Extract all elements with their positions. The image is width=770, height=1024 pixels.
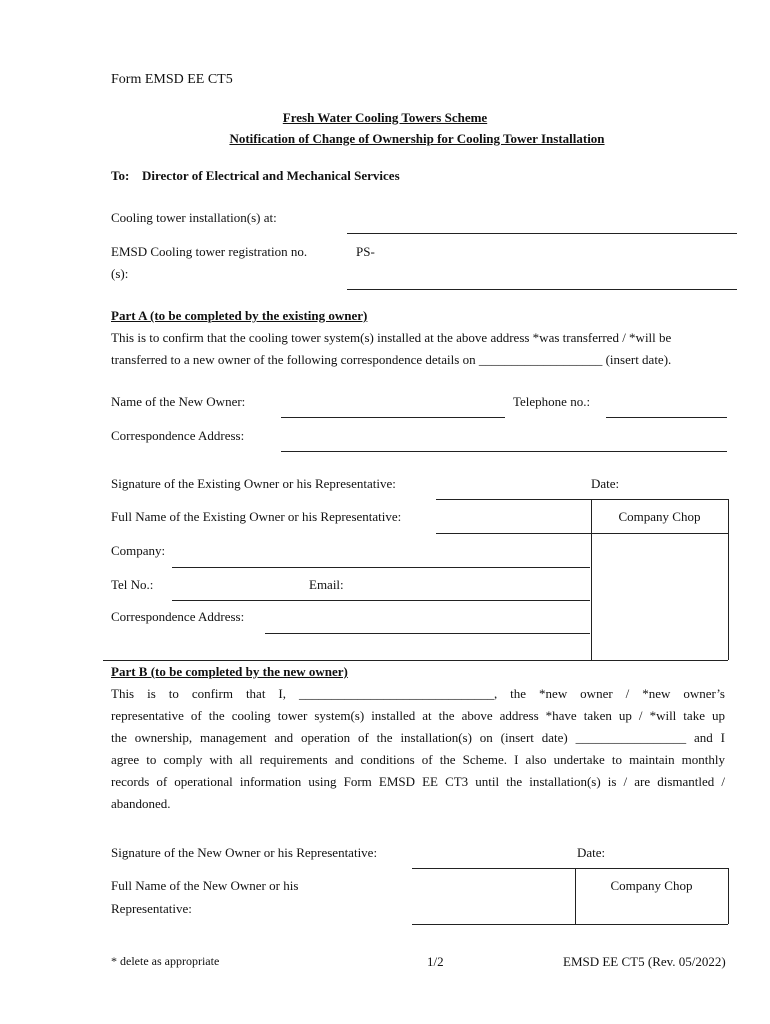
footer-note: * delete as appropriate	[111, 954, 220, 968]
part-divider	[103, 660, 728, 661]
part-b-text	[111, 683, 725, 815]
registration-number-field[interactable]	[347, 289, 737, 290]
existing-signature-label: Signature of the Existing Owner or his Representative:	[111, 476, 396, 491]
new-company-chop-label: Company Chop	[610, 878, 693, 893]
part-b-text-line3: the ownership, management and operation of the installation(s) on (insert date) _________________ and I	[111, 730, 725, 745]
new-chop-box-bottom-border	[575, 924, 728, 925]
new-date-label: Date:	[577, 845, 606, 860]
part-b-text-line5: records of operational information using Form EMSD EE CT3 until the installation(s) is / are dismantled /	[111, 774, 725, 789]
existing-full-name-field[interactable]	[436, 533, 591, 534]
page-number: 1/2	[427, 954, 444, 969]
existing-address-label: Correspondence Address:	[111, 609, 245, 624]
new-full-name-field[interactable]	[412, 924, 575, 925]
correspondence-field[interactable]	[281, 451, 727, 452]
existing-company-chop-area[interactable]	[592, 534, 727, 660]
existing-company-chop-label: Company Chop	[618, 509, 701, 524]
new-full-name-label-cont: Representative:	[111, 901, 192, 916]
correspondence-label: Correspondence Address:	[111, 428, 245, 443]
existing-address-field[interactable]	[265, 633, 590, 634]
registration-label-suffix: (s):	[111, 266, 129, 281]
part-a-text-line2: transferred to a new owner of the following correspondence details on ___________________ (insert date).	[111, 352, 672, 367]
new-chop-box-right-border	[728, 868, 729, 924]
to-recipient: Director of Electrical and Mechanical Services	[142, 168, 400, 183]
registration-label: EMSD Cooling tower registration no.	[111, 244, 308, 259]
telephone-label: Telephone no.:	[513, 394, 591, 409]
existing-signature-field[interactable]	[436, 499, 728, 500]
part-b-heading: Part B (to be completed by the new owner)	[111, 664, 348, 679]
existing-full-name-label: Full Name of the Existing Owner or his Representative:	[111, 509, 402, 524]
installation-address-field[interactable]	[347, 233, 737, 234]
part-a-text-line1: This is to confirm that the cooling tower system(s) installed at the above address *was transferred / *will be	[111, 330, 672, 345]
new-full-name-label: Full Name of the New Owner or his	[111, 878, 299, 893]
new-owner-name-field[interactable]	[281, 417, 505, 418]
new-signature-field[interactable]	[412, 868, 728, 869]
part-b-text-line1: This is to confirm that I, ______________________________, the *new owner / *new owner’s	[111, 686, 725, 701]
part-b-text-line6: abandoned.	[111, 796, 171, 811]
tel-label: Tel No.:	[111, 577, 154, 592]
notification-title: Notification of Change of Ownership for Cooling Tower Installation	[229, 131, 605, 146]
form-revision: EMSD EE CT5 (Rev. 05/2022)	[563, 954, 726, 969]
new-signature-label: Signature of the New Owner or his Representative:	[111, 845, 378, 860]
new-chop-box-left-border	[575, 868, 576, 924]
part-b-text-line4: agree to comply with all requirements and conditions of the Scheme. I also undertake to maintain monthly	[111, 752, 725, 767]
company-field[interactable]	[172, 567, 590, 568]
tel-email-field[interactable]	[172, 600, 590, 601]
company-label: Company:	[111, 543, 166, 558]
installation-label: Cooling tower installation(s) at:	[111, 210, 277, 225]
scheme-title: Fresh Water Cooling Towers Scheme	[282, 110, 488, 125]
part-a-heading: Part A (to be completed by the existing owner)	[111, 308, 368, 323]
email-label: Email:	[309, 577, 344, 592]
part-b-text-line2: representative of the cooling tower system(s) installed at the above address *have taken up / *will take up	[111, 708, 725, 723]
registration-prefix: PS-	[356, 244, 375, 259]
existing-date-label: Date:	[591, 476, 620, 491]
to-label: To:	[111, 168, 130, 183]
new-owner-name-label: Name of the New Owner:	[111, 394, 246, 409]
telephone-field[interactable]	[606, 417, 727, 418]
form-code: Form EMSD EE CT5	[111, 72, 233, 87]
chop-box-right-border	[728, 499, 729, 660]
